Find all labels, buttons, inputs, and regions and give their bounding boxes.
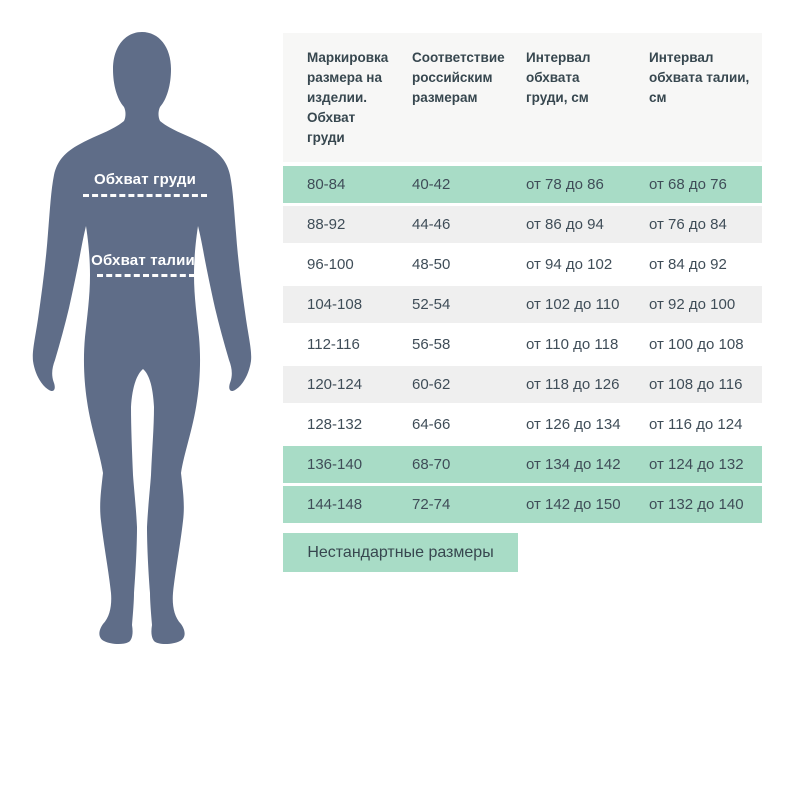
table-row	[283, 166, 762, 203]
cell-waist: от 116 до 124	[649, 416, 743, 433]
header-russian-size: Соответствие российским размерам	[412, 50, 505, 105]
cell-russian: 52-54	[412, 296, 451, 313]
cell-waist: от 124 до 132	[649, 456, 744, 473]
body-silhouette	[20, 27, 264, 649]
cell-chest: от 134 до 142	[526, 456, 621, 473]
cell-russian: 60-62	[412, 376, 451, 393]
cell-waist: от 76 до 84	[649, 216, 727, 233]
nonstandard-sizes-button[interactable]: Нестандартные размеры	[283, 533, 518, 572]
table-row	[283, 206, 762, 243]
cell-russian: 68-70	[412, 456, 451, 473]
table-row	[283, 406, 762, 443]
size-table-body	[283, 166, 762, 523]
cell-russian: 44-46	[412, 216, 451, 233]
header-size-marking: Маркировка размера на изделии. Обхват груди	[307, 50, 389, 145]
male-figure-icon	[20, 27, 264, 649]
cell-waist: от 108 до 116	[649, 376, 743, 393]
cell-chest: от 86 до 94	[526, 216, 604, 233]
table-row	[283, 326, 762, 363]
cell-marking: 80-84	[307, 176, 346, 193]
chest-measure-line	[83, 194, 207, 197]
cell-marking: 96-100	[307, 256, 354, 273]
cell-chest: от 102 до 110	[526, 296, 620, 313]
cell-marking: 120-124	[307, 376, 363, 393]
table-row	[283, 286, 762, 323]
chest-girth-label: Обхват груди	[93, 171, 197, 188]
header-waist-interval: Интервал обхвата талии, см	[649, 50, 750, 105]
waist-girth-label: Обхват талии	[91, 252, 195, 269]
waist-measure-line	[97, 274, 195, 277]
header-chest-interval: Интервал обхвата груди, см	[526, 50, 591, 105]
cell-chest: от 110 до 118	[526, 336, 619, 353]
cell-russian: 72-74	[412, 496, 451, 513]
size-table-header	[283, 33, 762, 162]
cell-waist: от 68 до 76	[649, 176, 727, 193]
cell-marking: 144-148	[307, 496, 363, 513]
cell-waist: от 92 до 100	[649, 296, 736, 313]
cell-chest: от 142 до 150	[526, 496, 621, 513]
cell-waist: от 100 до 108	[649, 336, 744, 353]
cell-marking: 88-92	[307, 216, 346, 233]
cell-russian: 48-50	[412, 256, 451, 273]
table-row	[283, 366, 762, 403]
cell-russian: 64-66	[412, 416, 451, 433]
cell-russian: 40-42	[412, 176, 451, 193]
cell-marking: 136-140	[307, 456, 363, 473]
cell-marking: 104-108	[307, 296, 363, 313]
cell-chest: от 94 до 102	[526, 256, 613, 273]
cell-waist: от 84 до 92	[649, 256, 727, 273]
cell-waist: от 132 до 140	[649, 496, 744, 513]
cell-chest: от 118 до 126	[526, 376, 620, 393]
table-row	[283, 486, 762, 523]
table-row	[283, 246, 762, 283]
table-row	[283, 446, 762, 483]
cell-russian: 56-58	[412, 336, 451, 353]
cell-chest: от 126 до 134	[526, 416, 621, 433]
cell-chest: от 78 до 86	[526, 176, 604, 193]
cell-marking: 128-132	[307, 416, 363, 433]
cell-marking: 112-116	[307, 336, 360, 353]
size-table	[283, 33, 762, 526]
